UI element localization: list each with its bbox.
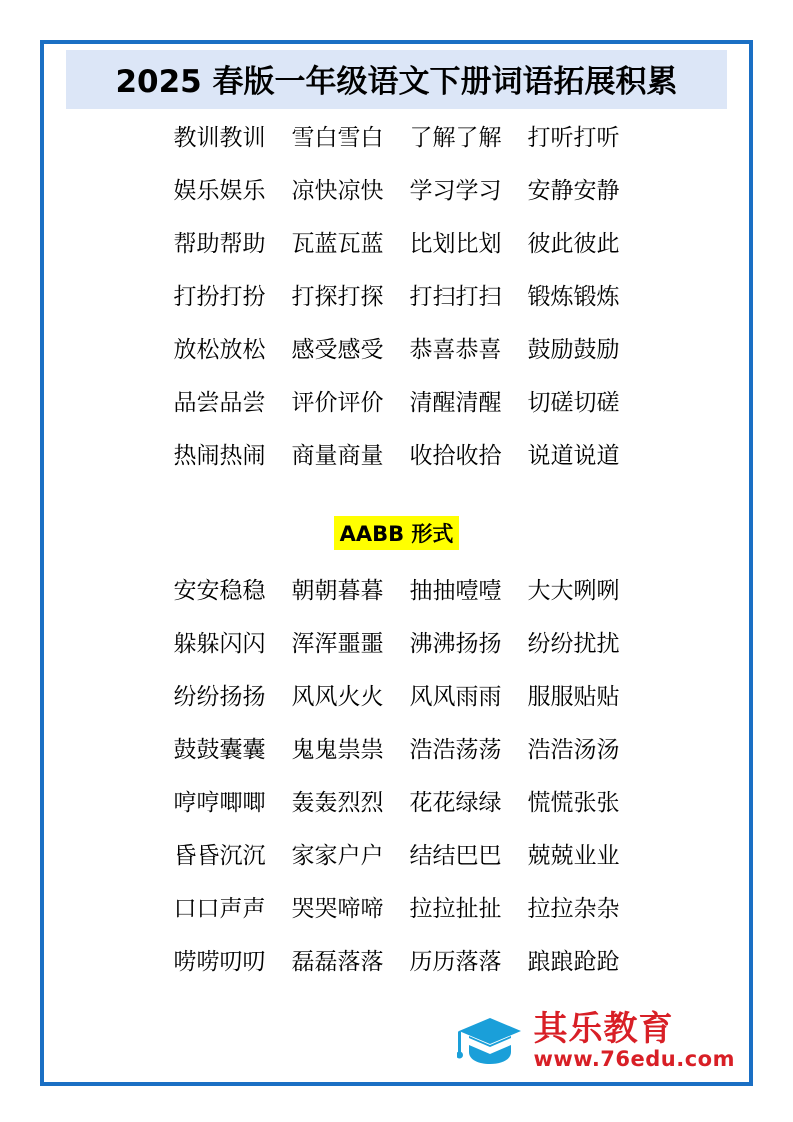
word-cell: 花花绿绿 <box>409 790 502 816</box>
word-cell: 学习学习 <box>409 178 502 204</box>
logo-url: www.76edu.com <box>533 1046 735 1071</box>
word-cell: 凉快凉快 <box>291 178 384 204</box>
table-row <box>66 784 727 817</box>
word-cell: 打扫打扫 <box>409 284 502 310</box>
section-heading <box>66 516 727 550</box>
document-content <box>40 50 753 976</box>
word-cell: 浩浩汤汤 <box>527 737 620 763</box>
word-cell: 瓦蓝瓦蓝 <box>291 231 384 257</box>
word-cell: 哭哭啼啼 <box>291 896 384 922</box>
word-cell: 商量商量 <box>291 443 384 469</box>
word-cell: 锻炼锻炼 <box>527 284 620 310</box>
word-cell: 鬼鬼祟祟 <box>291 737 384 763</box>
table-row <box>66 572 727 605</box>
word-cell: 打听打听 <box>527 125 620 151</box>
word-cell: 雪白雪白 <box>291 125 384 151</box>
word-cell: 家家户户 <box>291 843 384 869</box>
table-row <box>66 384 727 417</box>
word-cell: 服服贴贴 <box>527 684 620 710</box>
table-row <box>66 678 727 711</box>
word-cell: 大大咧咧 <box>527 578 620 604</box>
graduation-cap-icon <box>457 1012 523 1070</box>
word-cell: 唠唠叨叨 <box>173 949 266 975</box>
word-cell: 纷纷扰扰 <box>527 631 620 657</box>
table-row <box>66 890 727 923</box>
title-banner <box>66 50 727 109</box>
table-row <box>66 731 727 764</box>
word-cell: 风风雨雨 <box>409 684 502 710</box>
word-cell: 教训教训 <box>173 125 266 151</box>
word-cell: 磊磊落落 <box>291 949 384 975</box>
word-cell: 沸沸扬扬 <box>409 631 502 657</box>
word-cell: 结结巴巴 <box>409 843 502 869</box>
word-cell: 风风火火 <box>291 684 384 710</box>
word-cell: 收拾收拾 <box>409 443 502 469</box>
word-cell: 轰轰烈烈 <box>291 790 384 816</box>
word-cell: 浩浩荡荡 <box>409 737 502 763</box>
table-row <box>66 943 727 976</box>
word-cell: 品尝品尝 <box>173 390 266 416</box>
word-cell: 说道说道 <box>527 443 620 469</box>
word-cell: 昏昏沉沉 <box>173 843 266 869</box>
table-row <box>66 172 727 205</box>
word-cell: 鼓励鼓励 <box>527 337 620 363</box>
site-logo <box>457 1009 735 1071</box>
word-cell: 踉踉跄跄 <box>527 949 620 975</box>
page-title: 2025 春版一年级语文下册词语拓展积累 <box>115 64 678 100</box>
word-cell: 抽抽噎噎 <box>409 578 502 604</box>
word-cell: 慌慌张张 <box>527 790 620 816</box>
word-cell: 帮助帮助 <box>173 231 266 257</box>
table-row <box>66 625 727 658</box>
word-cell: 安静安静 <box>527 178 620 204</box>
word-cell: 口口声声 <box>173 896 266 922</box>
word-cell: 放松放松 <box>173 337 266 363</box>
word-cell: 哼哼唧唧 <box>173 790 266 816</box>
word-cell: 拉拉扯扯 <box>409 896 502 922</box>
word-cell: 朝朝暮暮 <box>291 578 384 604</box>
word-cell: 评价评价 <box>291 390 384 416</box>
word-cell: 纷纷扬扬 <box>173 684 266 710</box>
word-cell: 比划比划 <box>409 231 502 257</box>
table-row <box>66 837 727 870</box>
word-cell: 切磋切磋 <box>527 390 620 416</box>
aab-word-list <box>66 119 727 470</box>
logo-text-block <box>533 1009 735 1071</box>
table-row <box>66 331 727 364</box>
word-cell: 打扮打扮 <box>173 284 266 310</box>
table-row <box>66 225 727 258</box>
aabb-word-list <box>66 572 727 976</box>
word-cell: 历历落落 <box>409 949 502 975</box>
word-cell: 打探打探 <box>291 284 384 310</box>
word-cell: 清醒清醒 <box>409 390 502 416</box>
word-cell: 躲躲闪闪 <box>173 631 266 657</box>
word-cell: 娱乐娱乐 <box>173 178 266 204</box>
word-cell: 兢兢业业 <box>527 843 620 869</box>
word-cell: 彼此彼此 <box>527 231 620 257</box>
table-row <box>66 119 727 152</box>
word-cell: 热闹热闹 <box>173 443 266 469</box>
word-cell: 恭喜恭喜 <box>409 337 502 363</box>
logo-name: 其乐教育 <box>533 1009 674 1050</box>
table-row <box>66 278 727 311</box>
word-cell: 感受感受 <box>291 337 384 363</box>
word-cell: 鼓鼓囊囊 <box>173 737 266 763</box>
word-cell: 拉拉杂杂 <box>527 896 620 922</box>
word-cell: 安安稳稳 <box>173 578 266 604</box>
section-heading-label: AABB 形式 <box>334 516 460 550</box>
word-cell: 了解了解 <box>409 125 502 151</box>
table-row <box>66 437 727 470</box>
word-cell: 浑浑噩噩 <box>291 631 384 657</box>
